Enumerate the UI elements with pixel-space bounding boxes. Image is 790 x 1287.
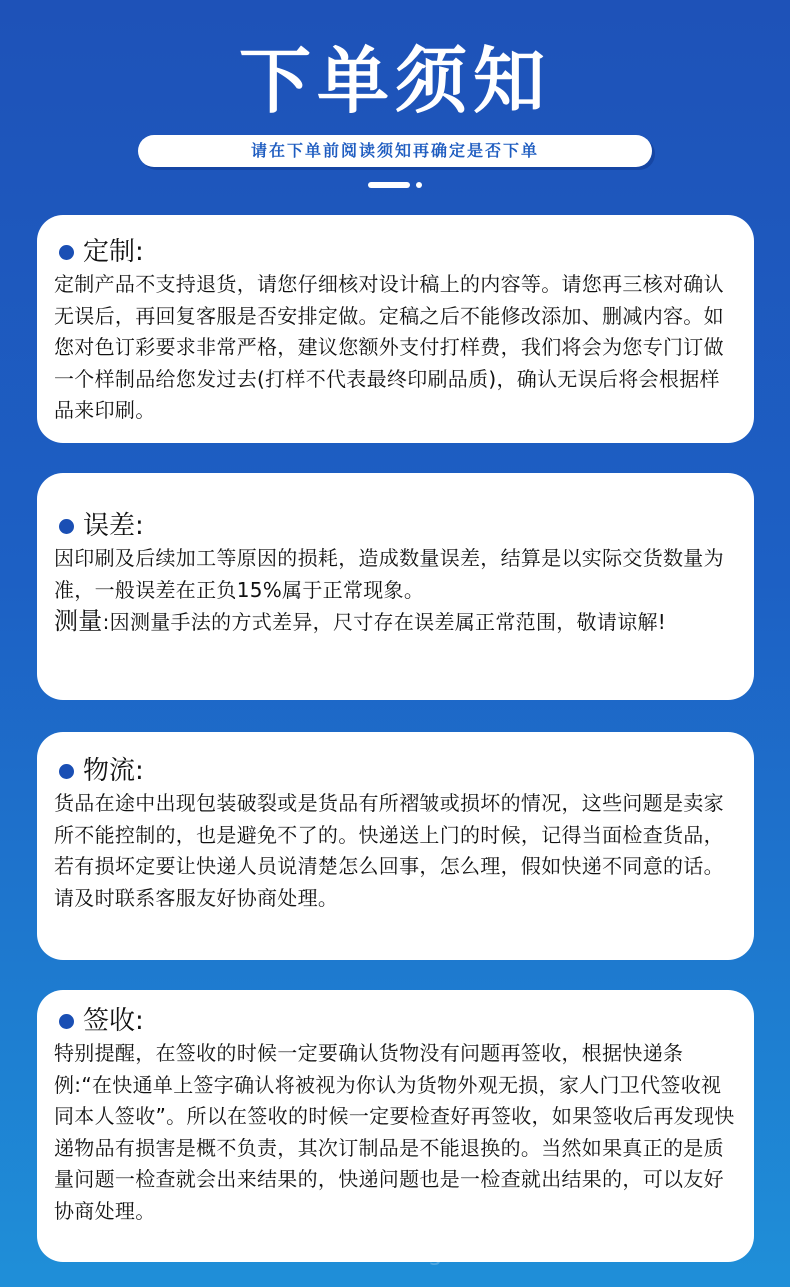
page-title: 下单须知 — [238, 39, 551, 123]
card-logistics — [37, 732, 754, 960]
watermark: dhgate.com — [395, 1238, 549, 1266]
divider-dash — [368, 182, 410, 188]
bullet-icon — [59, 1014, 74, 1029]
divider-dot — [416, 182, 422, 188]
card-text: 特别提醒，在签收的时候一定要确认货物没有问题再签收，根据快递条例:“在快通单上签字确认将被视为你认为货物外观无损，家人门卫代签收视同本人签收”。所以在签收的时候一定要检查好再签收，如果签收后再发现快递物品有损害是概不负责，其次订制品是不能退换的。当然如果真正的是质量问题一检查就会出来结果的，快递问题也是一检查就出结果的，可以友好协商处理。 — [54, 1041, 735, 1223]
subtitle-pill: 请在下单前阅读须知再确定是否下单 — [138, 135, 652, 167]
card-body — [54, 269, 740, 427]
card-tolerance — [37, 473, 754, 700]
card-body — [54, 788, 740, 914]
card-signing — [37, 990, 754, 1262]
card-title: 签收: — [83, 1006, 144, 1036]
card-customization — [37, 215, 754, 443]
measurement-note — [54, 606, 740, 639]
measurement-text: :因测量手法的方式差异，尺寸存在误差属正常范围，敬请谅解! — [102, 610, 667, 634]
bullet-icon — [59, 519, 74, 534]
bullet-icon — [59, 764, 74, 779]
card-header — [54, 754, 740, 788]
card-title: 物流: — [83, 756, 144, 786]
card-text: 货品在途中出现包装破裂或是货品有所褶皱或损坏的情况，这些问题是卖家所不能控制的，也是避免不了的。快递送上门的时候，记得当面检查货品，若有损坏定要让快递人员说清楚怎么回事，怎么理，假如快递不同意的话。请及时联系客服友好协商处理。 — [54, 791, 724, 910]
bullet-icon — [59, 245, 74, 260]
card-title: 定制: — [83, 237, 144, 267]
card-header — [54, 235, 740, 269]
card-title: 误差: — [83, 511, 144, 541]
card-body — [54, 1038, 740, 1227]
card-header — [54, 509, 740, 543]
card-body — [54, 543, 740, 639]
card-header — [54, 1004, 740, 1038]
card-text: 定制产品不支持退货，请您仔细核对设计稿上的内容等。请您再三核对确认无误后，再回复客服是否安排定做。定稿之后不能修改添加、删减内容。如您对色订彩要求非常严格，建议您额外支付打样费，我们将会为您专门订做一个样制品给您发过去(打样不代表最终印刷品质)，确认无误后将会根据样品来印刷。 — [54, 272, 724, 422]
card-text: 因印刷及后续加工等原因的损耗，造成数量误差，结算是以实际交货数量为准，一般误差在正负15%属于正常现象。 — [54, 546, 724, 602]
measurement-label: 测量 — [54, 607, 103, 635]
